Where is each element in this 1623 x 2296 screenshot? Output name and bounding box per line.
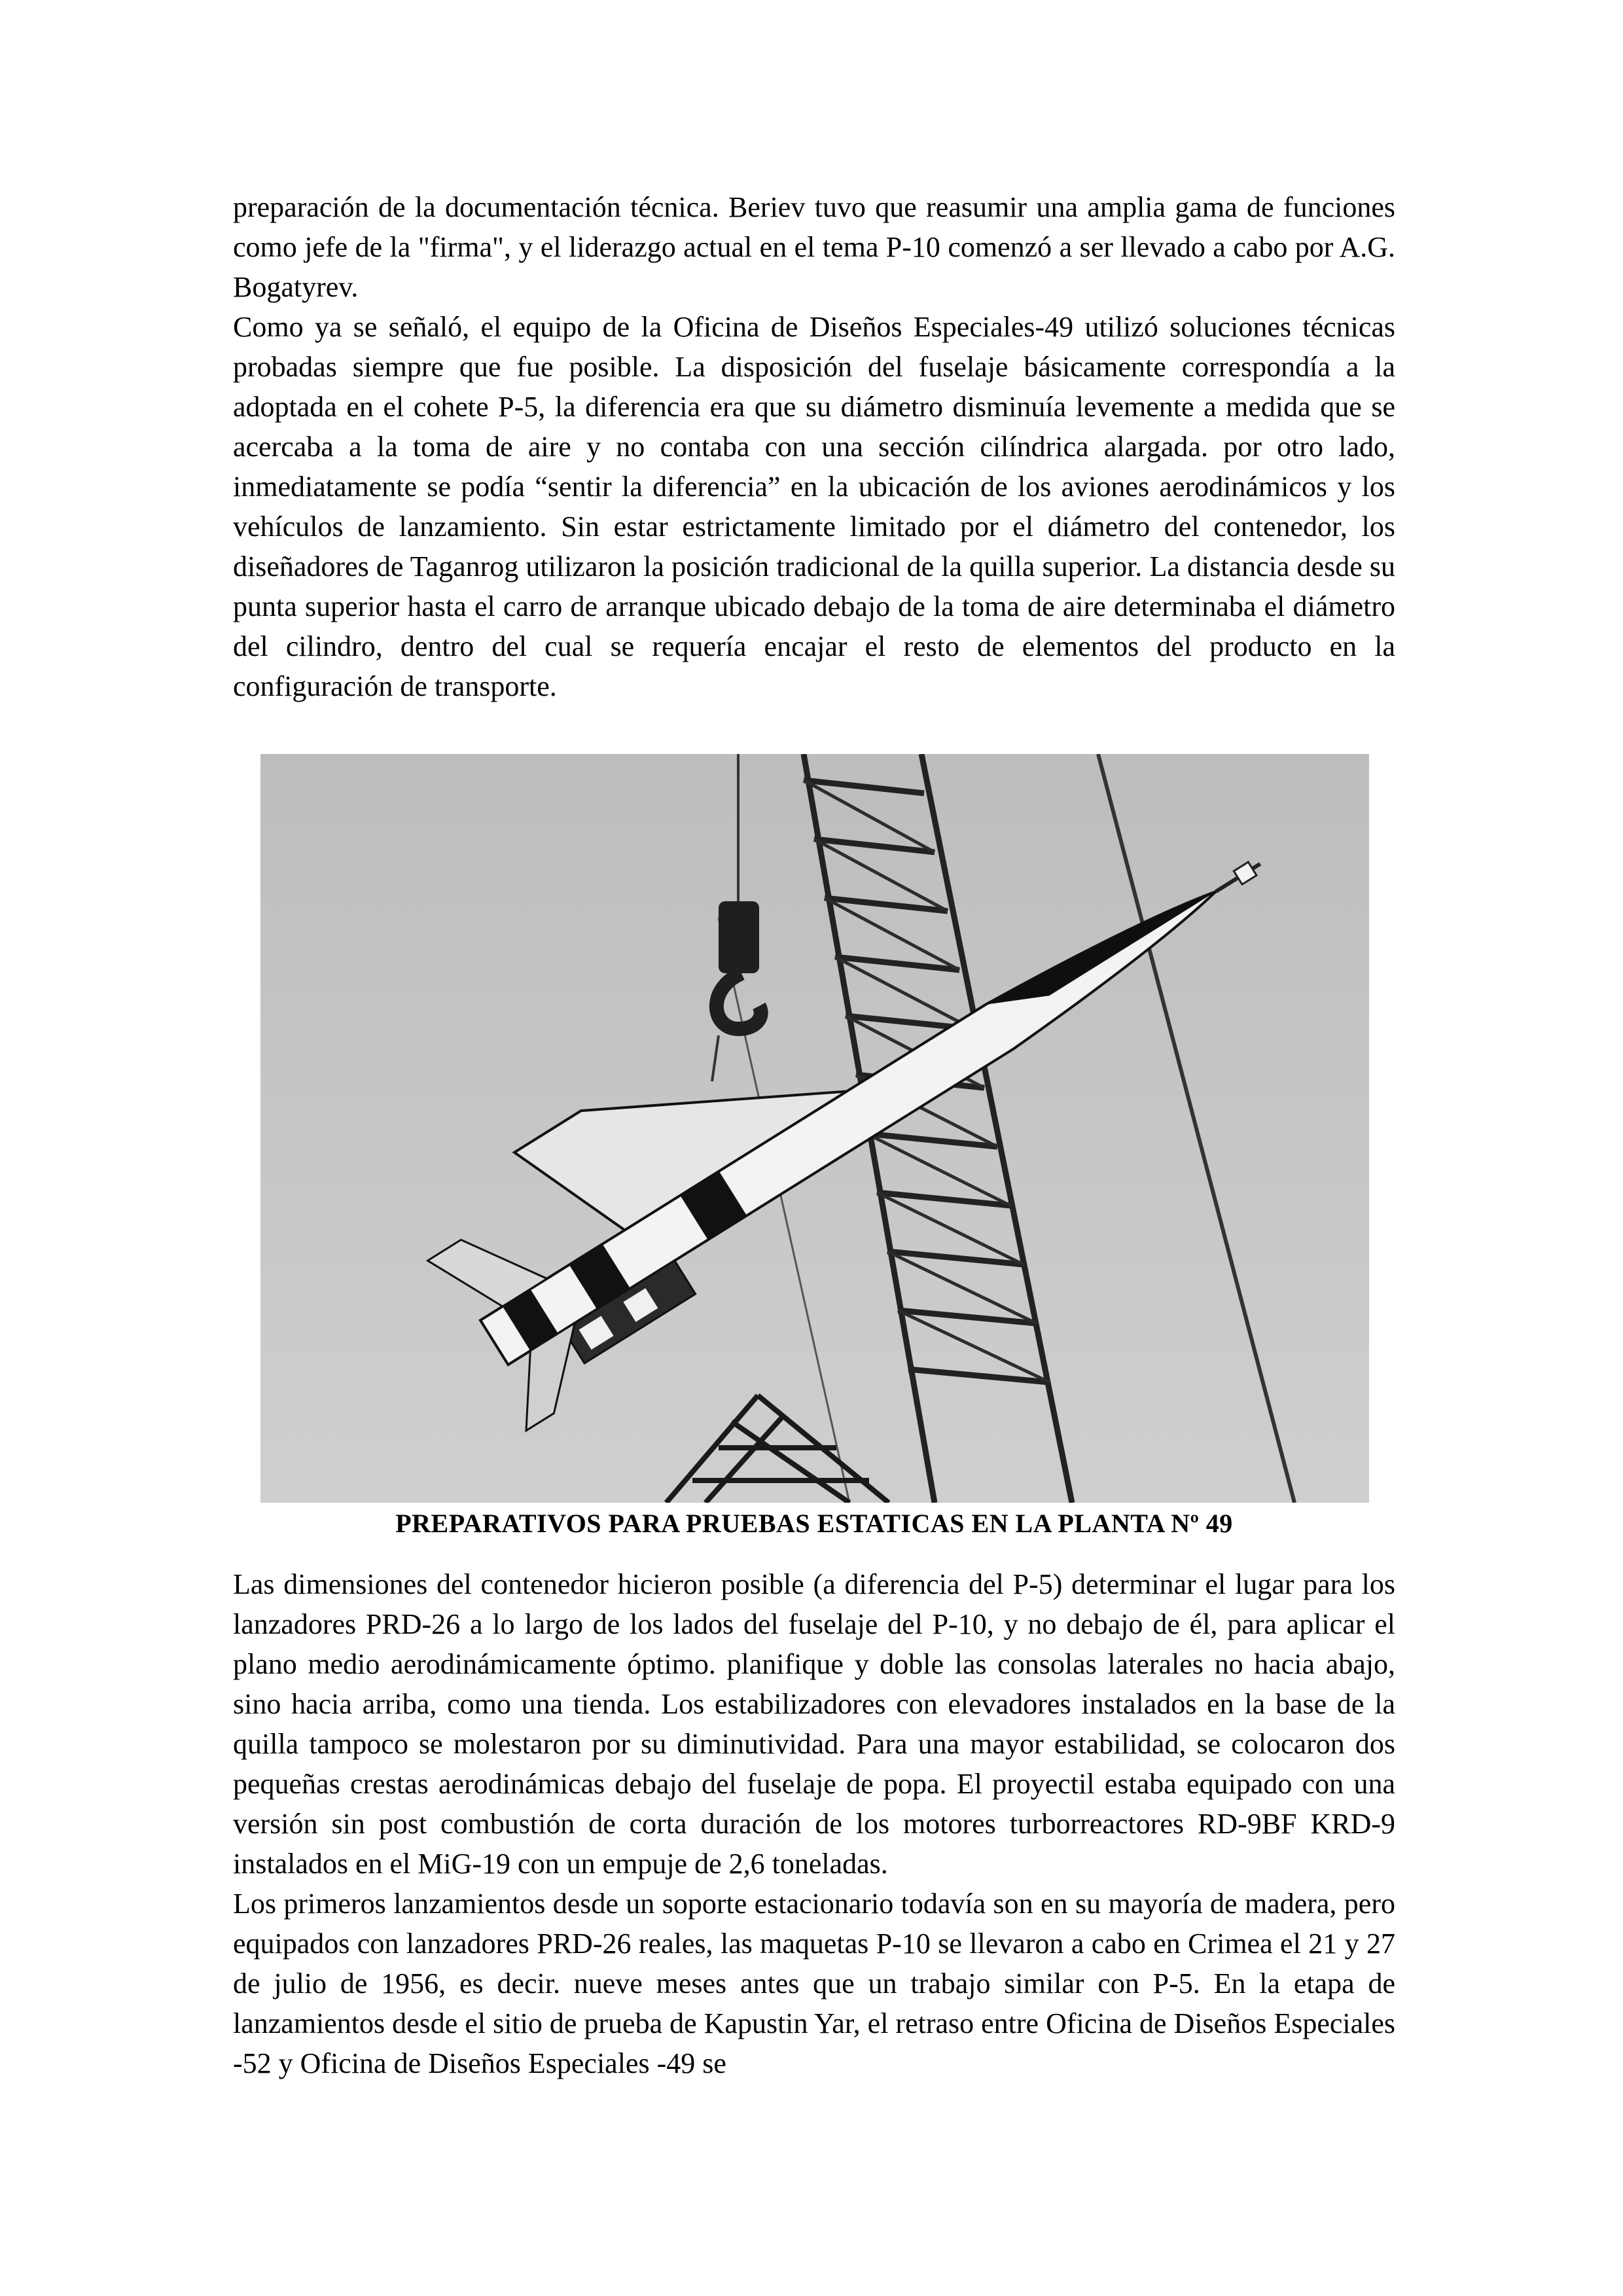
paragraph: Las dimensiones del contenedor hicieron posible (a diferencia del P-5) determinar el lugar para los lanzadores PRD-26 a lo largo de los lados del fuselaje del P-10, y no debajo de él, para aplicar el plano medio aerodinámicamente óptimo. planifique y doble las consolas laterales no hacia abajo, sino hacia arriba, como una tienda. Los estabilizadores con elevadores instalados en la base de la quilla tampoco se molestaron por su diminutividad. Para una mayor estabilidad, se colocaron dos pequeñas crestas aerodinámicas debajo del fuselaje de popa. El proyectil estaba equipado con una versión sin post combustión de corta duración de los motores turborreactores RD-9BF KRD-9 instalados en el MiG-19 con un empuje de 2,6 toneladas. (233, 1568, 1395, 1880)
text-block-bottom (233, 1564, 1395, 2083)
figure-caption: PREPARATIVOS PARA PRUEBAS ESTATICAS EN LA PLANTA Nº 49 (395, 1509, 1233, 1538)
paragraph: Los primeros lanzamientos desde un soporte estacionario todavía son en su mayoría de madera, pero equipados con lanzadores PRD-26 reales, las maquetas P-10 se llevaron a cabo en Crimea el 21 y 27 de julio de 1956, es decir. nueve meses antes que un trabajo similar con P-5. En la etapa de lanzamientos desde el sitio de prueba de Kapustin Yar, el retraso entre Oficina de Diseños Especiales -52 y Oficina de Diseños Especiales -49 se (233, 1888, 1396, 2079)
text-block-top (233, 187, 1395, 706)
missile-photo-illustration (260, 754, 1369, 1503)
missile-photo (260, 754, 1369, 1503)
paragraph: preparación de la documentación técnica. Beriev tuvo que reasumir una amplia gama de funciones como jefe de la "firma", y el liderazgo actual en el tema P-10 comenzó a ser llevado a cabo por A.G. Bogatyrev. (233, 191, 1395, 303)
paragraph: Como ya se señaló, el equipo de la Oficina de Diseños Especiales-49 utilizó soluciones técnicas probadas siempre que fue posible. La disposición del fuselaje básicamente correspondía a la adoptada en el cohete P-5, la diferencia era que su diámetro disminuía levemente a medida que se acercaba a la toma de aire y no contaba con una sección cilíndrica alargada. por otro lado, inmediatamente se podía “sentir la diferencia” en la ubicación de los aviones aerodinámicos y los vehículos de lanzamiento. Sin estar estrictamente limitado por el diámetro del contenedor, los diseñadores de Taganrog utilizaron la posición tradicional de la quilla superior. La distancia desde su punta superior hasta el carro de arranque ubicado debajo de la toma de aire determinaba el diámetro del cilindro, dentro del cual se requería encajar el resto de elementos del producto en la configuración de transporte. (233, 311, 1395, 702)
